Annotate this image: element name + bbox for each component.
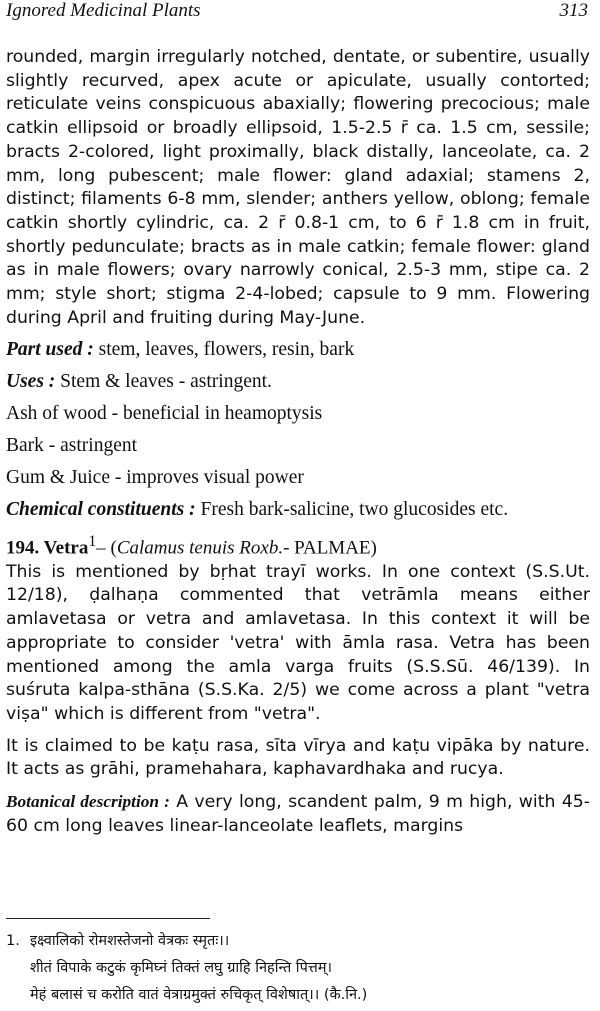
footnote-marker: 1 [88,533,97,551]
botanical-description [6,790,590,838]
use-item: Gum & Juice - improves visual power [6,467,304,489]
page-number: 313 [559,0,588,21]
use-item: Bark - astringent [6,435,138,457]
footnote [6,928,591,1009]
botanical-description-value: A very long, scandent palm, 9 m high, with 45-60 cm long leaves linear-lanceolate leaflets, margins [6,792,590,836]
entry-heading [6,530,590,560]
footnote-line: मेहं बलासं च करोति वातं वेत्राग्रमुक्तं रुचिकृत् विशेषात्।। (कै.नि.) [30,987,368,1003]
botanical-description-label: Botanical description : [6,792,170,812]
entry-dash: – ( [96,537,117,559]
uses-line [6,370,590,394]
use-item: Ash of wood - beneficial in heamoptysis [6,403,323,425]
vetra-paragraph-1: This is mentioned by bṛhat trayī works. In one context (S.S.Ut. 12/18), ḍalhaṇa commented that vetrāmla means either amlavetasa or vetra and amlavetasa. In this context it will be appropriate to consider 'vetra' with āmla rasa. Vetra has been mentioned among the amla varga fruits (S.S.Sū. 46/139). In suśruta kalpa-sthāna (S.S.Ka. 2/5) we come across a plant "vetra viṣa" which is different from "vetra". [6,561,590,724]
entry-scientific-name: Calamus tenuis Roxb. [116,537,284,559]
chemical-constituents-line [6,498,590,522]
footnote-line [6,928,591,955]
description-paragraph: rounded, margin irregularly notched, dentate, or subentire, usually slightly recurved, apex acute or apiculate, usually contorted; reticulate veins conspicuous abaxially; flowering precocious; male catkin ellipsoid or broadly ellipsoid, 1.5-2.5 r̄ ca. 1.5 cm, sessile; bracts 2-colored, light proximally, black distally, lanceolate, ca. 2 mm, long pubescent; male flower: gland adaxial; stamens 2, distinct; filaments 6-8 mm, slender; anthers yellow, oblong; female catkin shortly cylindric, ca. 2 r̄ 0.8-1 cm, to 6 r̄ 1.8 cm in fruit, shortly pedunculate; bracts as in male catkin; female flower: gland as in male flowers; ovary narrowly conical, 2.5-3 mm, stipe ca. 2 mm; style short; stigma 2-4-lobed; capsule to 9 mm. Flowering during April and fruiting during May-June. [6,47,590,328]
uses-label: Uses : [6,371,56,393]
footnote-line: शीतं विपाके कटुकं कृमिघ्नं तिक्तं लघु ग्राहि निहन्ति पित्तम्। [30,960,332,976]
chemical-constituents-value: Fresh bark-salicine, two glucosides etc. [200,499,509,521]
running-title: Ignored Medicinal Plants [6,0,201,21]
part-used-line [6,338,590,362]
entry-number-name: 194. Vetra [6,537,89,559]
part-used-label: Part used : [6,339,94,361]
footnote-number: 1. [6,933,20,949]
page-body [6,46,590,839]
footnote-divider [6,918,210,919]
chemical-constituents-label: Chemical constituents : [6,499,196,521]
part-used-value: stem, leaves, flowers, resin, bark [98,339,355,361]
footnote-text: इक्ष्वालिको रोमशस्तेजनो वेत्रकः स्मृतः।। [30,933,230,949]
uses-value: Stem & leaves - astringent. [60,371,272,393]
running-header [6,0,588,24]
vetra-paragraph-2: It is claimed to be kaṭu rasa, sīta vīrya and kaṭu vipāka by nature. It acts as grāhi, pramehahara, kaphavardhaka and rucya. [6,735,590,780]
entry-family: - PALMAE) [283,537,377,559]
